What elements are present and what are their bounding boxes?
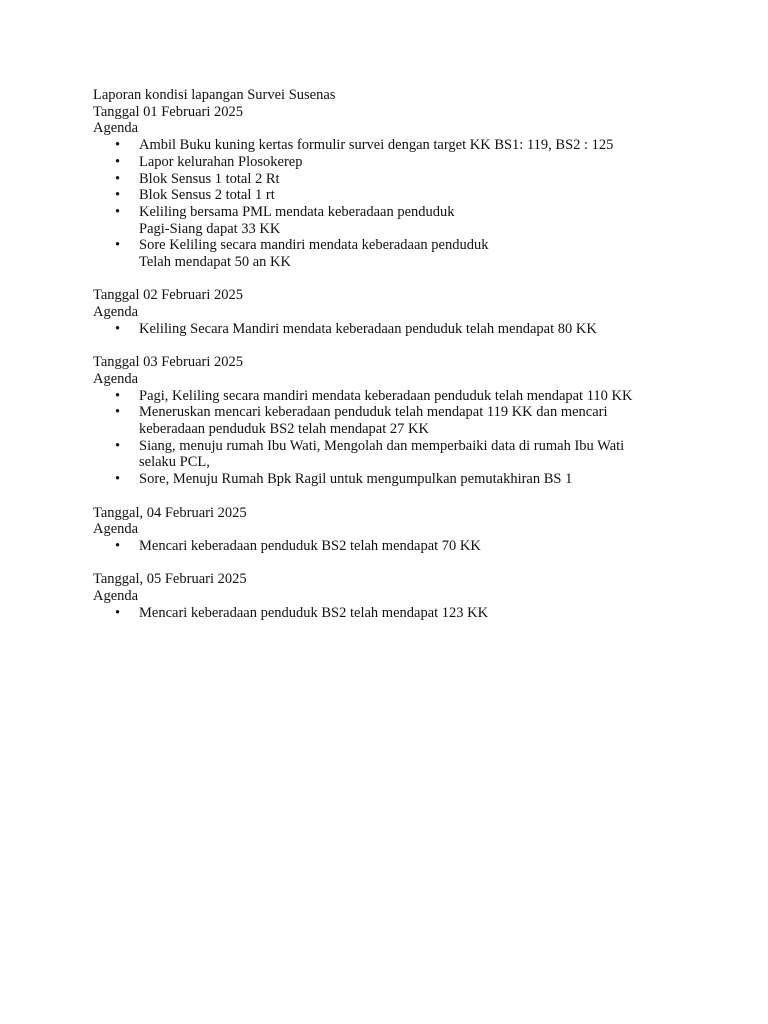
document-title: Laporan kondisi lapangan Survei Susenas [93, 87, 336, 103]
agenda-list [93, 605, 683, 622]
report-sections [93, 104, 683, 622]
agenda-item [93, 605, 683, 622]
agenda-item-text: Blok Sensus 1 total 2 Rt [139, 170, 280, 187]
agenda-list [93, 538, 683, 555]
agenda-item-text: Mencari keberadaan penduduk BS2 telah mendapat 70 KK [139, 537, 481, 554]
agenda-list [93, 321, 683, 338]
bullet-icon: • [115, 437, 121, 454]
agenda-list [93, 137, 683, 271]
agenda-item [93, 171, 683, 188]
agenda-item [93, 204, 683, 237]
agenda-item-text: Siang, menuju rumah Ibu Wati, Mengolah dan memperbaiki data di rumah Ibu Wati [139, 437, 625, 454]
section-date: Tanggal, 05 Februari 2025 [93, 571, 247, 588]
agenda-item-text: Pagi-Siang dapat 33 KK [139, 220, 281, 237]
agenda-item-text: Lapor kelurahan Plosokerep [139, 153, 303, 170]
agenda-label: Agenda [93, 120, 139, 137]
bullet-icon: • [115, 320, 121, 337]
report-section [93, 104, 683, 271]
bullet-icon: • [115, 471, 121, 488]
agenda-item-text: Mencari keberadaan penduduk BS2 telah mendapat 123 KK [139, 604, 489, 621]
agenda-item [93, 438, 683, 471]
agenda-item-text: Pagi, Keliling secara mandiri mendata keberadaan penduduk telah mendapat 110 KK [139, 387, 633, 404]
agenda-item-text: Sore, Menuju Rumah Bpk Ragil untuk mengumpulkan pemutakhiran BS 1 [139, 471, 573, 488]
report-section [93, 354, 683, 488]
agenda-item-text: keberadaan penduduk BS2 telah mendapat 27 KK [139, 421, 429, 438]
agenda-label: Agenda [93, 521, 139, 538]
section-date: Tanggal 02 Februari 2025 [93, 287, 243, 304]
bullet-icon: • [115, 137, 121, 154]
bullet-icon: • [115, 387, 121, 404]
bullet-icon: • [115, 404, 121, 421]
agenda-label: Agenda [93, 304, 139, 321]
document-page [93, 87, 683, 621]
agenda-item-text: Keliling bersama PML mendata keberadaan penduduk [139, 203, 455, 220]
agenda-item-text: Keliling Secara Mandiri mendata keberadaan penduduk telah mendapat 80 KK [139, 320, 597, 337]
report-section [93, 287, 683, 337]
bullet-icon: • [115, 537, 121, 554]
agenda-item [93, 538, 683, 555]
agenda-item [93, 471, 683, 488]
agenda-item-text: Telah mendapat 50 an KK [139, 254, 291, 271]
agenda-item-text: Sore Keliling secara mandiri mendata keberadaan penduduk [139, 237, 489, 254]
bullet-icon: • [115, 237, 121, 254]
section-date: Tanggal 01 Februari 2025 [93, 103, 243, 120]
agenda-item [93, 404, 683, 437]
report-section [93, 571, 683, 621]
bullet-icon: • [115, 203, 121, 220]
agenda-item [93, 237, 683, 270]
agenda-item-text: selaku PCL, [139, 454, 210, 471]
agenda-item-text: Blok Sensus 2 total 1 rt [139, 187, 275, 204]
agenda-label: Agenda [93, 370, 139, 387]
section-date: Tanggal 03 Februari 2025 [93, 354, 243, 371]
report-section [93, 505, 683, 555]
section-date: Tanggal, 04 Februari 2025 [93, 504, 247, 521]
agenda-item [93, 321, 683, 338]
bullet-icon: • [115, 153, 121, 170]
agenda-item-text: Meneruskan mencari keberadaan penduduk telah mendapat 119 KK dan mencari [139, 404, 608, 421]
bullet-icon: • [115, 187, 121, 204]
bullet-icon: • [115, 170, 121, 187]
agenda-item [93, 187, 683, 204]
bullet-icon: • [115, 604, 121, 621]
agenda-item [93, 154, 683, 171]
agenda-item [93, 137, 683, 154]
agenda-list [93, 388, 683, 488]
agenda-item [93, 388, 683, 405]
agenda-label: Agenda [93, 588, 139, 605]
agenda-item-text: Ambil Buku kuning kertas formulir survei dengan target KK BS1: 119, BS2 : 125 [139, 137, 614, 154]
